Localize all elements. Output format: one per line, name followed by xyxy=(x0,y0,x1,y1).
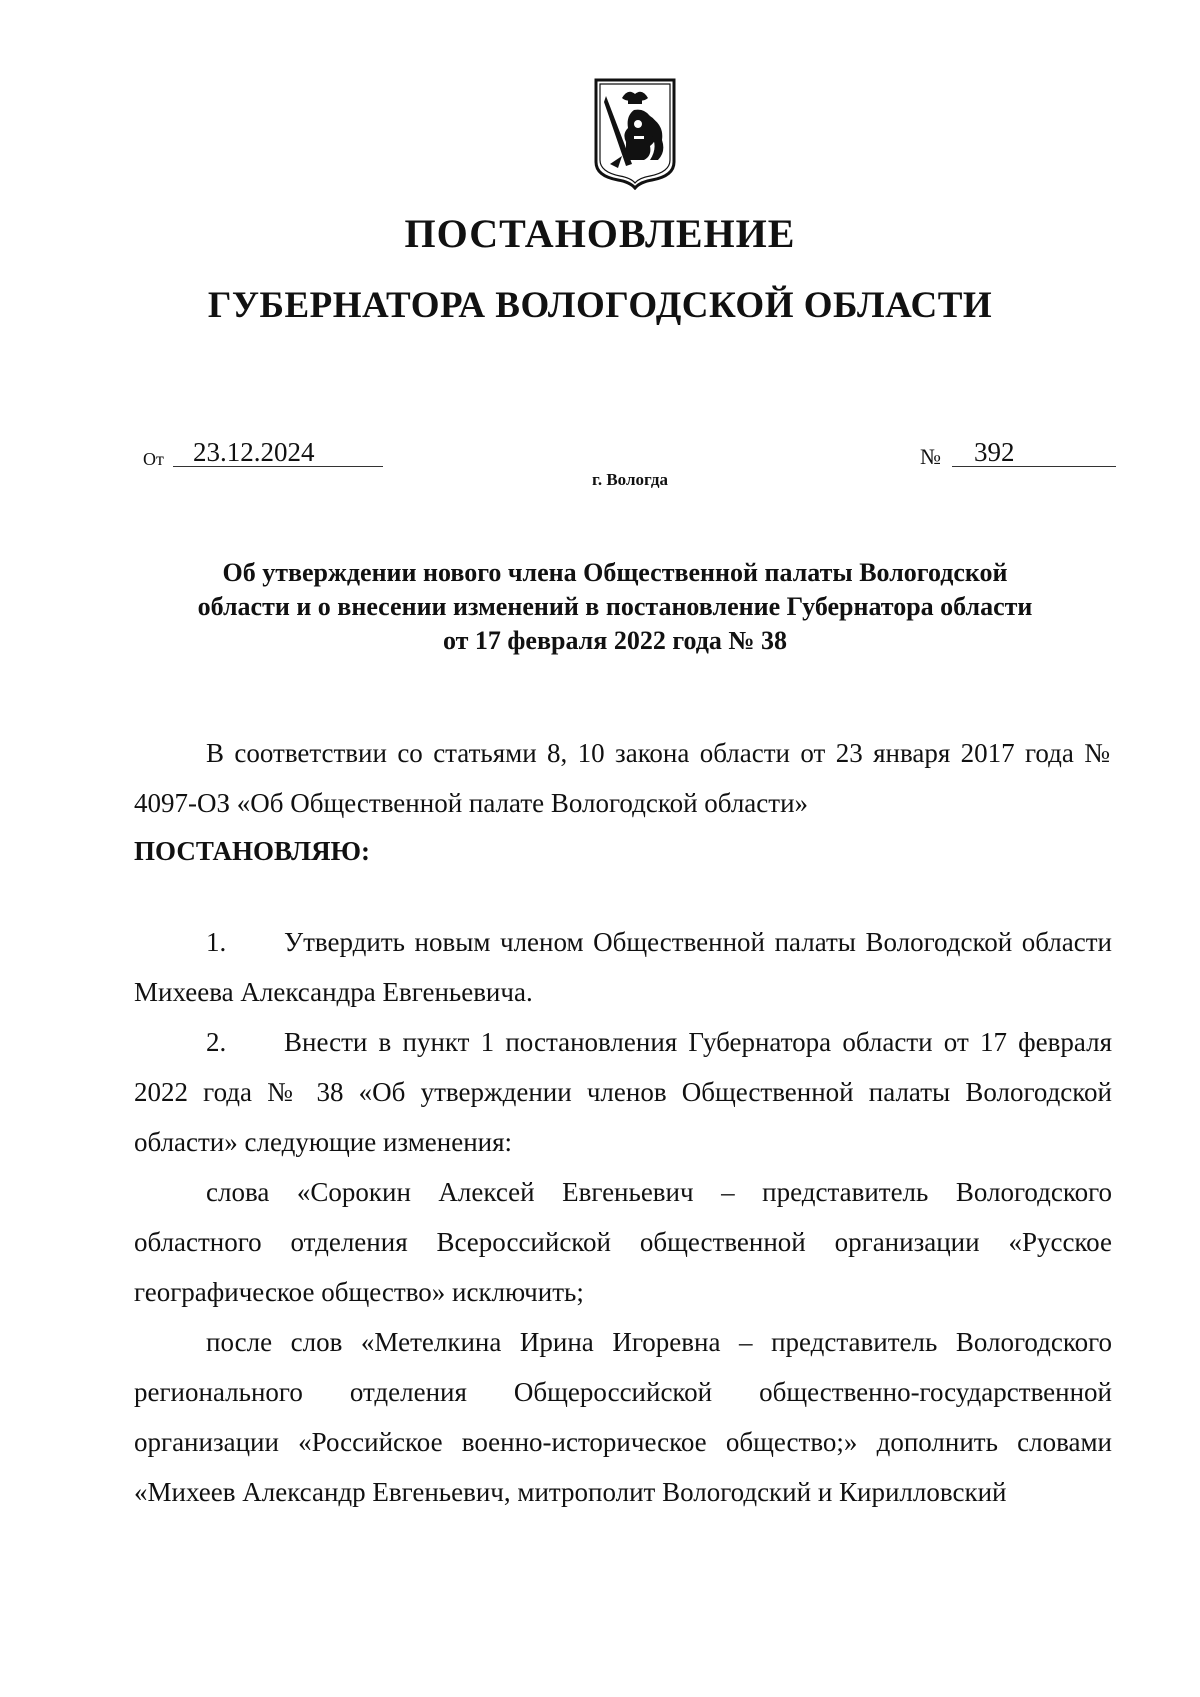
document-date: 23.12.2024 xyxy=(173,437,383,467)
item-text: Утвердить новым членом Общественной палаты Вологодской области Михеева Александра Евгеньевича. xyxy=(134,927,1112,1007)
subject-line: области и о внесении изменений в постановление Губернатора области xyxy=(197,592,1033,621)
item-number: 2. xyxy=(206,1027,227,1057)
decree-word: ПОСТАНОВЛЯЮ: xyxy=(134,836,370,866)
document-number: 392 xyxy=(952,437,1116,467)
change-paragraph: после слов «Метелкина Ирина Игоревна – представитель Вологодского регионального отделения Общероссийской общественно-государственной организации «Российское военно-историческое общество;» дополнить словами «Михеев Александр Евгеньевич, митрополит Вологодский и Кирилловский xyxy=(134,1327,1112,1507)
list-item xyxy=(134,1017,1112,1167)
coat-of-arms-icon xyxy=(592,76,678,190)
document-title: ПОСТАНОВЛЕНИЕ xyxy=(404,211,796,256)
item-text: Внести в пункт 1 постановления Губернатора области от 17 февраля 2022 года № 38 «Об утверждении членов Общественной палаты Вологодской области» следующие изменения: xyxy=(134,1027,1112,1157)
document-body xyxy=(134,917,1112,1517)
document-subject xyxy=(140,556,1090,658)
date-prefix: От xyxy=(143,449,164,469)
subject-line: Об утверждении нового члена Общественной палаты Вологодской xyxy=(222,558,1008,587)
number-prefix: № xyxy=(920,444,941,469)
list-item xyxy=(134,917,1112,1017)
item-number: 1. xyxy=(206,927,227,957)
city-label: г. Вологда xyxy=(592,470,668,489)
subject-line: от 17 февраля 2022 года № 38 xyxy=(442,626,788,655)
preamble: В соответствии со статьями 8, 10 закона области от 23 января 2017 года № 4097-ОЗ «Об Общественной палате Вологодской области» xyxy=(134,738,1110,818)
document-issuer: ГУБЕРНАТОРА ВОЛОГОДСКОЙ ОБЛАСТИ xyxy=(207,285,993,326)
change-paragraph: слова «Сорокин Алексей Евгеньевич – представитель Вологодского областного отделения Всероссийской общественной организации «Русское географическое общество» исключить; xyxy=(134,1177,1112,1307)
